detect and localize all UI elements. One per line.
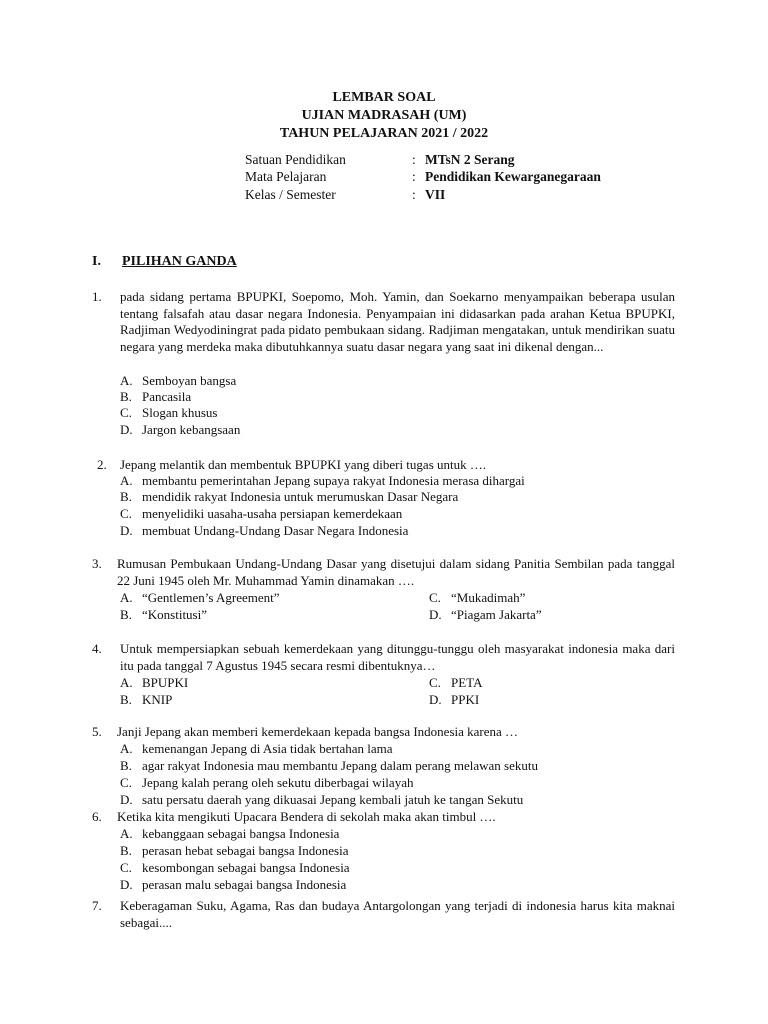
option: B. perasan hebat sebagai bangsa Indonesia <box>120 843 349 858</box>
info-value: Pendidikan Kewarganegaraan <box>425 169 601 184</box>
question-number: 3. <box>92 556 102 571</box>
question-1 <box>92 289 675 355</box>
option: C. “Mukadimah” <box>429 590 526 605</box>
option: B. agar rakyat Indonesia mau membantu Jepang dalam perang melawan sekutu <box>120 758 538 773</box>
info-value: VII <box>425 187 446 202</box>
option: C. PETA <box>429 675 483 690</box>
question-2 <box>97 457 675 474</box>
question-number: 6. <box>92 809 102 824</box>
question-4 <box>92 641 675 674</box>
option: A. “Gentlemen’s Agreement” <box>120 590 280 605</box>
option: A. membantu pemerintahan Jepang supaya rakyat Indonesia merasa dihargai <box>120 473 525 488</box>
question-text: Jepang melantik dan membentuk BPUPKI yang diberi tugas untuk …. <box>120 457 487 472</box>
option: B. KNIP <box>120 692 173 707</box>
question-5 <box>92 724 675 741</box>
option: B. Pancasila <box>120 389 192 404</box>
question-text: Janji Jepang akan memberi kemerdekaan kepada bangsa Indonesia karena … <box>117 724 519 739</box>
option: B. “Konstitusi” <box>120 607 207 622</box>
section-number: I. <box>92 254 101 269</box>
option: D. membuat Undang-Undang Dasar Negara Indonesia <box>120 523 409 538</box>
option: C. menyelidiki uasaha-usaha persiapan kemerdekaan <box>120 506 403 521</box>
option: D. Jargon kebangsaan <box>120 422 241 437</box>
doc-title-3: TAHUN PELAJARAN 2021 / 2022 <box>279 126 489 141</box>
info-label: Kelas / Semester <box>245 187 336 202</box>
doc-title-2: UJIAN MADRASAH (UM) <box>301 108 467 123</box>
info-label: Satuan Pendidikan <box>245 152 346 167</box>
info-colon: : <box>412 187 416 202</box>
option: A. Semboyan bangsa <box>120 373 237 388</box>
question-text: Untuk mempersiapkan sebuah kemerdekaan yang ditunggu-tunggu oleh masyarakat indonesia maka dari itu pada tanggal 7 Agustus 1945 secara resmi dibentuknya… <box>120 641 675 673</box>
question-text: Keberagaman Suku, Agama, Ras dan budaya Antargolongan yang terjadi di indonesia harus kita maknai sebagai.... <box>120 898 675 930</box>
option: C. kesombongan sebagai bangsa Indonesia <box>120 860 350 875</box>
question-number: 1. <box>92 289 102 304</box>
question-number: 4. <box>92 641 102 656</box>
option: A. kebanggaan sebagai bangsa Indonesia <box>120 826 340 841</box>
question-7 <box>92 898 675 931</box>
option: A. kemenangan Jepang di Asia tidak bertahan lama <box>120 741 393 756</box>
option: B. mendidik rakyat Indonesia untuk merumuskan Dasar Negara <box>120 489 459 504</box>
info-colon: : <box>412 152 416 167</box>
question-3 <box>92 556 675 589</box>
info-label: Mata Pelajaran <box>245 169 327 184</box>
option: C. Slogan khusus <box>120 405 218 420</box>
section-title: PILIHAN GANDA <box>122 254 237 269</box>
info-colon: : <box>412 169 416 184</box>
question-number: 7. <box>92 898 102 913</box>
question-text: Rumusan Pembukaan Undang-Undang Dasar yang disetujui dalam sidang Panitia Sembilan pada tanggal 22 Juni 1945 oleh Mr. Muhammad Yamin dinamakan …. <box>117 556 675 588</box>
option: A. BPUPKI <box>120 675 189 690</box>
question-number: 2. <box>97 457 107 472</box>
option: D. “Piagam Jakarta” <box>429 607 542 622</box>
question-text: Ketika kita mengikuti Upacara Bendera di sekolah maka akan timbul …. <box>117 809 496 824</box>
option: C. Jepang kalah perang oleh sekutu diberbagai wilayah <box>120 775 414 790</box>
option: D. satu persatu daerah yang dikuasai Jepang kembali jatuh ke tangan Sekutu <box>120 792 524 807</box>
info-value: MTsN 2 Serang <box>425 152 515 167</box>
doc-title-1: LEMBAR SOAL <box>332 90 436 105</box>
question-number: 5. <box>92 724 102 739</box>
question-text: pada sidang pertama BPUPKI, Soepomo, Moh. Yamin, dan Soekarno menyampaikan beberapa usulan tentang falsafah atau dasar negara Indonesia. Penyampaian ini didasarkan pada arahan Ketua BPUPKI, Radjiman Wedyodiningrat pada pidato pembukaan sidang. Radjiman mengatakan, untuk mendirikan suatu negara yang merdeka maka dibutuhkannya suatu dasar negara yang saat ini dikenal dengan... <box>120 289 675 354</box>
option: D. PPKI <box>429 692 480 707</box>
question-6 <box>92 809 675 826</box>
option: D. perasan malu sebagai bangsa Indonesia <box>120 877 347 892</box>
